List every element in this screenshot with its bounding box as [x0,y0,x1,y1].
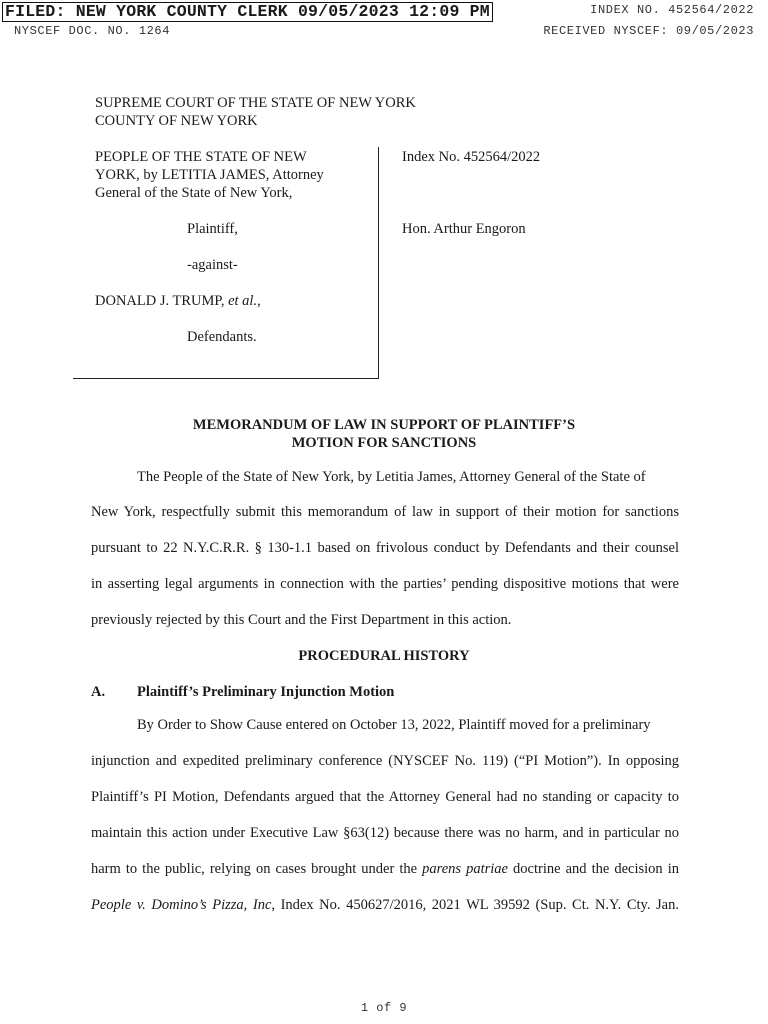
index-number-header: INDEX NO. 452564/2022 [590,3,754,17]
plaintiff-name-line: PEOPLE OF THE STATE OF NEW [95,149,307,165]
section-heading-procedural-history: PROCEDURAL HISTORY [298,648,470,664]
court-name-block [95,94,416,130]
plaintiff-name-line: YORK, by LETITIA JAMES, Attorney [95,167,324,183]
plaintiff-label: Plaintiff, [187,221,238,237]
caption-vertical-divider [378,147,379,379]
intro-line: previously rejected by this Court and the First Department in this action. [91,612,512,628]
caption-index-number: Index No. 452564/2022 [402,149,541,165]
body-line: injunction and expedited preliminary conference (NYSCEF No. 119) (“PI Motion”). In opposing [91,753,679,769]
defendant-name-text: DONALD J. TRUMP, [95,293,229,309]
defendant-comma: , [257,293,261,309]
nyscef-doc-number: NYSCEF DOC. NO. 1264 [14,24,171,38]
body-line [91,860,679,878]
subheading-title: Plaintiff’s Preliminary Injunction Motion [137,684,395,700]
intro-line: in asserting legal arguments in connection with the parties’ pending dispositive motions that were [91,576,679,592]
body-line: By Order to Show Cause entered on October 13, 2022, Plaintiff moved for a preliminary [137,717,651,733]
body-line: maintain this action under Executive Law §63(12) because there was no harm, and in particular no [91,825,679,841]
intro-line: New York, respectfully submit this memorandum of law in support of their motion for sanctions [91,504,679,520]
caption-plaintiff [95,148,365,202]
body-text: doctrine and the decision in [508,861,679,877]
case-citation: People v. Domino’s Pizza, Inc [91,897,272,913]
defendant-name [95,292,261,310]
court-name: SUPREME COURT OF THE STATE OF NEW YORK [95,95,416,111]
body-line [91,896,679,914]
subheading-a [91,683,394,701]
document-title-line: MOTION FOR SANCTIONS [291,435,477,451]
caption-judge: Hon. Arthur Engoron [402,221,526,237]
body-text: , Index No. 450627/2016, 2021 WL 39592 (Sup. Ct. N.Y. Cty. Jan. [271,897,679,913]
county-name: COUNTY OF NEW YORK [95,113,258,129]
body-italic: parens patriae [422,861,508,877]
document-title [0,416,768,452]
document-title-line: MEMORANDUM OF LAW IN SUPPORT OF PLAINTIFF’S [192,417,576,433]
body-text: harm to the public, relying on cases brought under the [91,861,423,877]
body-line: Plaintiff’s PI Motion, Defendants argued that the Attorney General had no standing or capacity to [91,789,679,805]
plaintiff-name-line: General of the State of New York, [95,185,293,201]
caption-horizontal-divider [73,378,379,379]
defendant-et-al: et al. [228,293,258,309]
intro-line: pursuant to 22 N.Y.C.R.R. § 130-1.1 based on frivolous conduct by Defendants and their counsel [91,540,679,556]
filed-stamp: FILED: NEW YORK COUNTY CLERK 09/05/2023 12:09 PM [2,2,493,22]
against-label: -against- [187,257,238,273]
page-number: 1 of 9 [360,1001,408,1015]
intro-line: The People of the State of New York, by Letitia James, Attorney General of the State of [137,469,646,485]
subheading-letter: A. [91,684,106,700]
defendants-label: Defendants. [187,329,257,345]
received-date: RECEIVED NYSCEF: 09/05/2023 [543,24,754,38]
